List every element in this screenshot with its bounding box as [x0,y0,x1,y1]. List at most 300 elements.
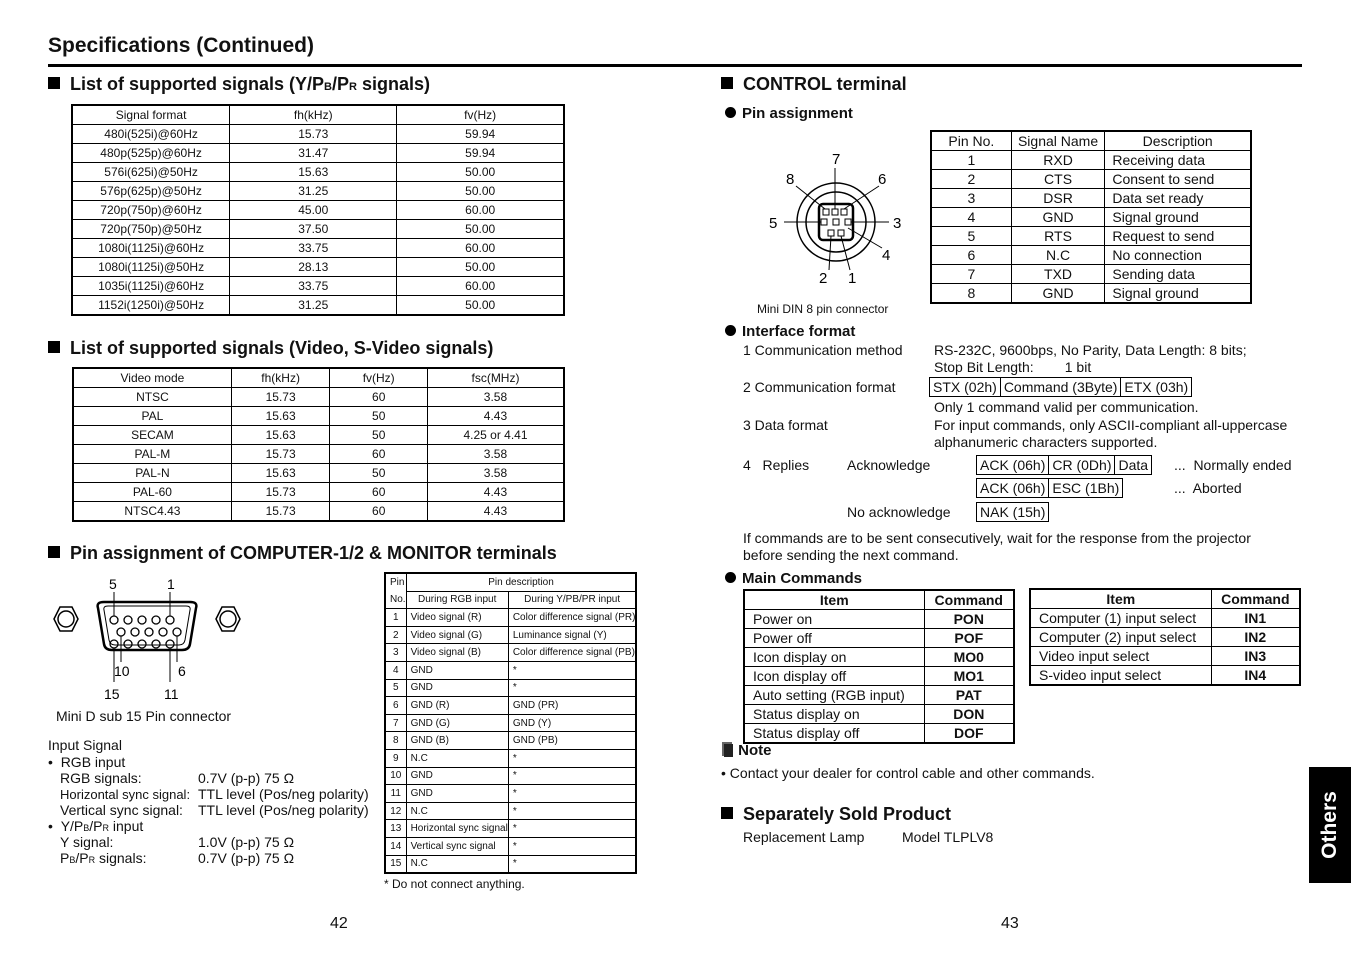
table-cell: 576i(625i)@50Hz [72,163,230,182]
table-row [72,296,564,316]
table-cell: 14 [385,837,406,855]
table-cell: * [508,767,636,785]
square-bullet-icon [48,77,60,89]
table-row [385,785,636,803]
pbpr-signals-value: 0.7V (p-p) 75 Ω [198,850,295,866]
column-header: fh(kHz) [230,105,397,125]
table-cell: GND (R) [406,697,508,715]
table-row [744,705,1014,724]
table-cell: GND [406,679,508,697]
table-cell: Video input select [1030,647,1211,666]
table-cell: 3.58 [427,464,564,483]
table-cell: Computer (1) input select [1030,609,1211,628]
computer-pin-table [384,572,637,874]
table-cell: N.C [406,802,508,820]
table-cell: 6 [385,697,406,715]
table-cell: PAL-60 [73,483,231,502]
square-bullet-icon [48,341,60,353]
table-row [931,246,1251,265]
round-bullet-icon [725,572,736,583]
pin-label: 7 [832,151,841,168]
table-cell: 480i(525i)@60Hz [72,125,230,144]
table-row [931,265,1251,284]
if-communication-method-label: 1 Communication method [743,342,903,358]
table-row [385,697,636,715]
table-cell: IN2 [1211,628,1300,647]
table-cell: 15.73 [231,483,330,502]
table-cell: Horizontal sync signal [406,820,508,838]
table-cell: 11 [385,785,406,803]
control-terminal-heading: CONTROL terminal [721,74,907,95]
table-cell: 15 [385,855,406,873]
table-row [1030,666,1300,686]
table-row [72,182,564,201]
table-cell: 1 [931,151,1011,170]
table-row [931,151,1251,170]
table-cell: 15.73 [231,388,330,407]
pin-label: 1 [848,270,857,287]
table-cell: Icon display on [744,648,924,667]
table-row [385,714,636,732]
table-cell: GND (PB) [508,732,636,750]
pin-label: 5 [769,215,778,232]
if-data-format-value: For input commands, only ASCII-compliant all-uppercase [934,417,1288,433]
consecutive-note: If commands are to be sent consecutively, wait for the response from the projector [743,530,1251,546]
table-cell: 50 [330,407,428,426]
pin-label: 11 [164,686,179,702]
column-header: During RGB input [406,591,508,609]
note-icon [721,741,734,757]
vsync-value: TTL level (Pos/neg polarity) [198,802,369,818]
pbpr-signals-label: PB/PR signals: [60,850,147,866]
table-row [73,388,564,407]
column-header: fh(kHz) [231,368,330,388]
table-row [73,426,564,445]
table-cell: 5 [931,227,1011,246]
table-cell: 6 [931,246,1011,265]
table-cell: * [508,802,636,820]
table-cell: Status display on [744,705,924,724]
table-cell: DSR [1011,189,1105,208]
table-cell: MO1 [924,667,1014,686]
table-cell: 50 [330,426,428,445]
dsub15-connector-diagram [44,574,254,702]
main-commands-table-right [1029,588,1301,686]
pin-label: 10 [114,663,130,679]
table-cell: Auto setting (RGB input) [744,686,924,705]
table-row [72,201,564,220]
if-data-format-label: 3 Data format [743,417,828,433]
pin-label: 8 [786,171,795,188]
table-cell: TXD [1011,265,1105,284]
column-header: Pin [385,573,406,591]
table-row [385,732,636,750]
table-cell: MO0 [924,648,1014,667]
table-cell: GND (G) [406,714,508,732]
table-cell: 28.13 [230,258,397,277]
table-header-row [72,105,564,125]
pin-label: 6 [878,171,887,188]
pin-label: 6 [178,663,186,679]
pin-label: 3 [893,215,902,232]
table-cell: 3 [931,189,1011,208]
table-cell: 720p(750p)@50Hz [72,220,230,239]
table-cell: 45.00 [230,201,397,220]
table-cell: 7 [385,714,406,732]
no-acknowledge-label: No acknowledge [847,504,951,520]
column-header: Item [744,590,924,610]
title-rule [48,64,1302,67]
column-header: Pin description [406,573,636,591]
table-cell: Receiving data [1105,151,1251,170]
table-cell: Video signal (R) [406,609,508,627]
ypbpr-signals-table [71,104,565,316]
hsync-value: TTL level (Pos/neg polarity) [198,786,369,802]
normally-ended-text: ... Normally ended [1174,457,1292,473]
column-header: No. [385,591,406,609]
mini-din8-connector-diagram [762,148,912,293]
table-cell: 60.00 [397,201,564,220]
abort-boxes [976,478,1123,498]
table-cell: CTS [1011,170,1105,189]
table-cell: 3.58 [427,388,564,407]
note-text: • Contact your dealer for control cable and other commands. [721,765,1095,781]
pin-label: 1 [167,576,175,592]
pin-label: 2 [819,270,828,287]
table-cell: DON [924,705,1014,724]
table-cell: GND (PR) [508,697,636,715]
table-cell: * [508,679,636,697]
table-cell: 31.47 [230,144,397,163]
separately-sold-heading: Separately Sold Product [721,804,951,825]
table-cell: IN4 [1211,666,1300,686]
table-row [1030,609,1300,628]
table-cell: 60.00 [397,239,564,258]
column-header: Description [1105,131,1251,151]
table-cell: NTSC4.43 [73,502,231,522]
square-bullet-icon [721,77,733,89]
column-header: Command [1211,589,1300,609]
table-cell: 720p(750p)@60Hz [72,201,230,220]
ypbpr-input-item: • Y/PB/PR input [48,818,144,834]
table-cell: N.C [1011,246,1105,265]
table-row [73,407,564,426]
table-cell: 59.94 [397,144,564,163]
table-row [931,227,1251,246]
table-header-row [385,573,636,591]
format-box: ETX (03h) [1121,377,1192,397]
table-cell: Color difference signal (PB) [508,644,636,662]
table-row [73,502,564,522]
table-header-row [73,368,564,388]
table-cell: 31.25 [230,182,397,201]
table-cell: 15.73 [231,502,330,522]
table-cell: 4.43 [427,483,564,502]
square-bullet-icon [48,546,60,558]
table-cell: 8 [385,732,406,750]
table-cell: Power off [744,629,924,648]
table-row [72,239,564,258]
table-cell: 4.43 [427,407,564,426]
table-cell: * [508,837,636,855]
table-cell: Video signal (B) [406,644,508,662]
y-signal-label: Y signal: [60,834,114,850]
if-format-note: Only 1 command valid per communication. [934,399,1199,415]
table-cell: N.C [406,855,508,873]
table-cell: 576p(625p)@50Hz [72,182,230,201]
column-header: Item [1030,589,1211,609]
column-header: Signal Name [1011,131,1105,151]
table-row [744,686,1014,705]
if-data-format-value2: alphanumeric characters supported. [934,434,1158,450]
table-cell: PAT [924,686,1014,705]
table-row [744,648,1014,667]
rgb-signals-label: RGB signals: [60,770,142,786]
note-heading: Note [721,741,772,759]
table-row [385,644,636,662]
lamp-model: Model TLPLV8 [902,829,994,845]
table-cell: 15.73 [230,125,397,144]
table-header-row [1030,589,1300,609]
table-row [73,464,564,483]
if-replies-label: 4 Replies [743,457,810,473]
table-row [744,629,1014,648]
table-cell: N.C [406,749,508,767]
communication-format-boxes [929,377,1192,397]
table-cell: GND (B) [406,732,508,750]
table-cell: 59.94 [397,125,564,144]
table-cell: No connection [1105,246,1251,265]
table-cell: PON [924,610,1014,629]
table-cell: Luminance signal (Y) [508,626,636,644]
table-cell: GND [1011,284,1105,304]
round-bullet-icon [725,107,736,118]
table-cell: Vertical sync signal [406,837,508,855]
table-cell: NTSC [73,388,231,407]
pin-label: 15 [104,686,120,702]
table-cell: RTS [1011,227,1105,246]
table-cell: PAL [73,407,231,426]
page-title: Specifications (Continued) [48,34,315,57]
table-cell: 60 [330,388,428,407]
table-cell: 1035i(1125i)@60Hz [72,277,230,296]
table-cell: 4 [931,208,1011,227]
table-cell: 37.50 [230,220,397,239]
table-cell: 8 [931,284,1011,304]
table-cell: Sending data [1105,265,1251,284]
table-cell: Status display off [744,724,924,744]
square-bullet-icon [721,807,733,819]
table-cell: Signal ground [1105,284,1251,304]
table-cell: 1080i(1125i)@50Hz [72,258,230,277]
table-cell: Consent to send [1105,170,1251,189]
table-row [385,855,636,873]
table-cell: 2 [931,170,1011,189]
table-header-row [744,590,1014,610]
table-cell: GND [1011,208,1105,227]
table-cell: IN1 [1211,609,1300,628]
table-cell: 15.63 [231,426,330,445]
column-header: During Y/PB/PR input [508,591,636,609]
table-cell: 10 [385,767,406,785]
column-header: fsc(MHz) [427,368,564,388]
table-cell: 60.00 [397,277,564,296]
table-cell: 5 [385,679,406,697]
table-cell: 3.58 [427,445,564,464]
table-cell: * [508,749,636,767]
others-side-tab[interactable]: Others [1309,767,1351,883]
table-cell: Computer (2) input select [1030,628,1211,647]
table-cell: PAL-M [73,445,231,464]
column-header: Signal format [72,105,230,125]
pin-table-footnote: * Do not connect anything. [384,877,525,891]
table-cell: GND [406,661,508,679]
table-row [385,767,636,785]
if-stop-bit-value: Stop Bit Length: 1 bit [934,359,1092,375]
table-row [385,802,636,820]
table-row [744,724,1014,744]
format-box: Command (3Byte) [1001,377,1122,397]
control-pin-table [930,130,1252,304]
table-cell: POF [924,629,1014,648]
table-row [72,163,564,182]
column-header: fv(Hz) [330,368,428,388]
table-cell: 4 [385,661,406,679]
pin-assignment-subheading: Pin assignment [725,105,853,122]
column-header: Video mode [73,368,231,388]
table-cell: DOF [924,724,1014,744]
format-box: STX (02h) [929,377,1001,397]
table-cell: 480p(525p)@60Hz [72,144,230,163]
table-cell: 15.73 [231,445,330,464]
column-header: Pin No. [931,131,1011,151]
table-row [931,284,1251,304]
table-cell: 15.63 [231,464,330,483]
reply-box: ACK (06h) [976,455,1049,475]
if-communication-format-label: 2 Communication format [743,379,896,395]
column-header: Command [924,590,1014,610]
table-cell: 15.63 [231,407,330,426]
table-cell: PAL-N [73,464,231,483]
table-row [385,837,636,855]
table-cell: * [508,785,636,803]
table-cell: 1 [385,609,406,627]
table-cell: 4.25 or 4.41 [427,426,564,445]
table-row [1030,647,1300,666]
table-cell: 60 [330,483,428,502]
round-bullet-icon [725,325,736,336]
table-cell: 2 [385,626,406,644]
table-row [72,125,564,144]
table-cell: S-video input select [1030,666,1211,686]
table-cell: Signal ground [1105,208,1251,227]
table-cell: 31.25 [230,296,397,316]
din-caption: Mini DIN 8 pin connector [757,302,889,316]
acknowledge-label: Acknowledge [847,457,931,473]
table-cell: 50.00 [397,258,564,277]
table-cell: 1152i(1250i)@50Hz [72,296,230,316]
table-row [744,610,1014,629]
table-row [73,445,564,464]
table-cell: Data set ready [1105,189,1251,208]
aborted-text: ... Aborted [1174,480,1242,496]
table-row [385,679,636,697]
table-cell: SECAM [73,426,231,445]
table-cell: 60 [330,502,428,522]
table-row [72,277,564,296]
page-number-right: 43 [1001,915,1019,932]
table-cell: Request to send [1105,227,1251,246]
table-row [1030,628,1300,647]
table-cell: IN3 [1211,647,1300,666]
table-row [744,667,1014,686]
table-cell: 50 [330,464,428,483]
table-cell: 7 [931,265,1011,284]
pin-label: 4 [882,247,891,264]
table-row [385,661,636,679]
table-cell: Icon display off [744,667,924,686]
table-cell: GND [406,767,508,785]
table-cell: 1080i(1125i)@60Hz [72,239,230,258]
table-cell: 13 [385,820,406,838]
table-cell: * [508,855,636,873]
main-commands-table-left [743,589,1015,744]
table-cell: * [508,820,636,838]
nack-box-wrap [976,502,1049,522]
replacement-lamp-label: Replacement Lamp [743,829,865,845]
input-signal-title: Input Signal [48,737,122,753]
main-commands-subheading: Main Commands [725,570,862,587]
video-signals-table [72,367,565,522]
table-row [931,189,1251,208]
table-cell: 12 [385,802,406,820]
table-cell: RXD [1011,151,1105,170]
table-cell: 50.00 [397,296,564,316]
vsync-label: Vertical sync signal: [60,802,183,818]
table-cell: Video signal (G) [406,626,508,644]
dsub-caption: Mini D sub 15 Pin connector [56,708,232,724]
table-cell: 50.00 [397,220,564,239]
table-row [385,820,636,838]
table-cell: 33.75 [230,277,397,296]
table-cell: 33.75 [230,239,397,258]
table-cell: 9 [385,749,406,767]
reply-box: ACK (06h) [976,478,1049,498]
computer-terminal-heading: Pin assignment of COMPUTER-1/2 & MONITOR terminals [48,543,557,564]
table-row [385,749,636,767]
acknowledge-boxes [976,455,1152,475]
ypbpr-signals-heading: List of supported signals (Y/PB/PR signals) [48,74,430,95]
reply-box: Data [1115,455,1152,475]
rgb-signals-value: 0.7V (p-p) 75 Ω [198,770,295,786]
table-row [72,258,564,277]
table-cell: GND (Y) [508,714,636,732]
table-cell: 3 [385,644,406,662]
if-communication-method-value: RS-232C, 9600bps, No Parity, Data Length: 8 bits; [934,342,1247,358]
table-cell: Power on [744,610,924,629]
table-cell: 60 [330,445,428,464]
table-cell: 15.63 [230,163,397,182]
pin-label: 5 [109,576,117,592]
reply-box: NAK (15h) [976,502,1049,522]
table-row [72,144,564,163]
table-row [385,609,636,627]
reply-box: ESC (1Bh) [1049,478,1123,498]
table-cell: GND [406,785,508,803]
table-cell: * [508,661,636,679]
table-row [931,208,1251,227]
table-row [73,483,564,502]
